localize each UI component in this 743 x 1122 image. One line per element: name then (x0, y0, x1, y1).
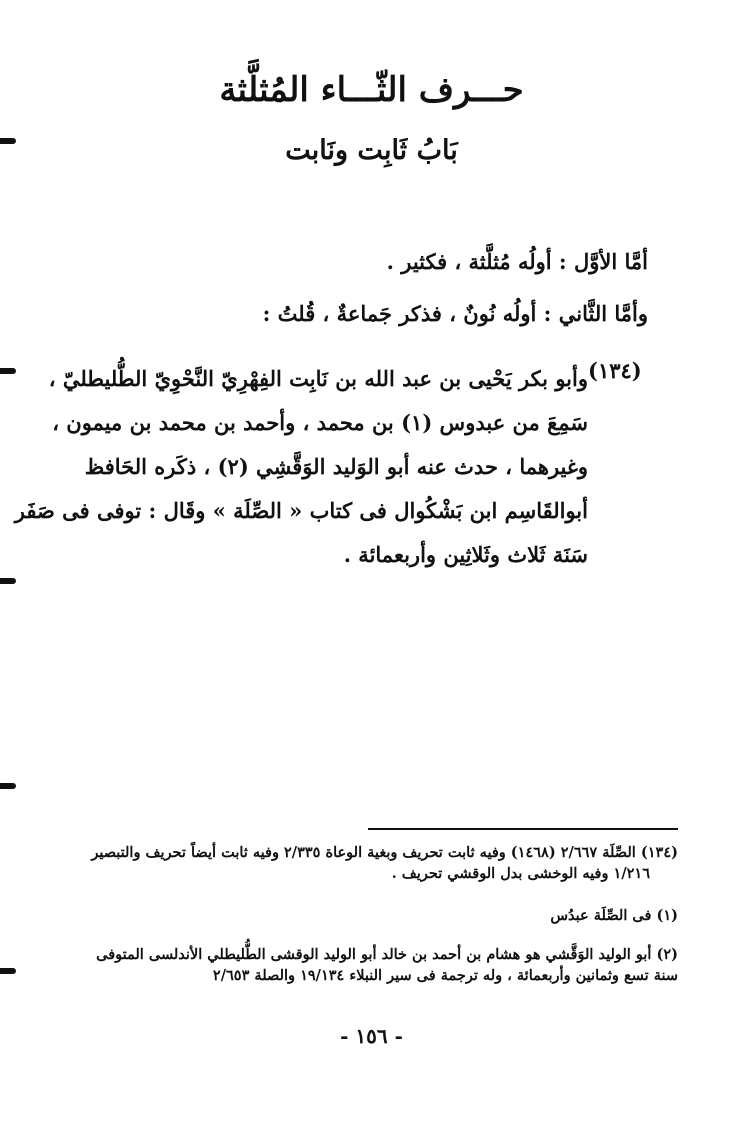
footnote-1 (58, 905, 678, 926)
page-number: - ١٥٦ - (340, 1024, 403, 1048)
footnote-134 (58, 842, 678, 884)
footnote-line: (٢) أبو الوليد الوَقَّشي هو هشام بن أحمد بن خالد أبو الوليد الوقشى الطُّليطلي الأندلسى المتوفى (96, 946, 678, 963)
footnote-line: (١) فى الصِّلَة عبدُس (550, 907, 678, 924)
entry-line: وأبو بكر يَحْيى بن عبد الله بن نَابِت الفِهْرِيّ النَّحْوِيّ الطُّليطليّ ، (48, 366, 588, 391)
entry-line: سَمِعَ من عبدوس (١) بن محمد ، وأحمد بن محمد بن ميمون ، (52, 410, 588, 435)
edge-mark (0, 578, 16, 584)
chapter-title: حـــرف الثّـــاء المُثلَّثة (219, 70, 524, 110)
footnote-line: ١/٢١٦ وفيه الوخشى بدل الوقشي تحريف . (391, 865, 650, 883)
section-title: بَابُ ثَابِت ونَابت (285, 135, 458, 166)
footnote-line: سنة تسع وثمانين وأربعمائة ، وله ترجمة فى سير النبلاء ١٩/١٣٤ والصلة ٢/٦٥٣ (212, 967, 678, 985)
footnote-divider (368, 828, 678, 830)
entry-134 (14, 357, 648, 577)
entry-line: أبوالقَاسِم ابن بَشْكُوال فى كتاب « الصِّلَة » وقَال : توفى فى صَفَر (14, 498, 588, 523)
entry-text (15, 357, 588, 577)
intro-second: وأمَّا الثَّاني : أولُه نُونٌ ، فذكر جَماعةٌ ، قُلتُ : (262, 301, 648, 326)
entry-number: (١٣٤) (588, 358, 642, 383)
edge-mark (0, 783, 16, 789)
footnote-2 (58, 944, 678, 986)
entry-line: سَنَة ثَلاث وثَلاثِين وأربعمائة . (343, 542, 588, 567)
edge-mark (0, 138, 16, 144)
edge-mark (0, 968, 16, 974)
edge-mark (0, 368, 16, 374)
footnote-line: (١٣٤) الصِّلَة ٢/٦٦٧ (١٤٦٨) وفيه ثابت تحريف وبغية الوعاة ٢/٣٣٥ وفيه ثابت أيضاً تحريف والتبصير (91, 844, 678, 861)
entry-line: وغيرهما ، حدث عنه أبو الوَليد الوَقَّشِي (٢) ، ذكَره الحَافظ (84, 454, 588, 479)
intro-first: أمَّا الأوَّل : أولُه مُثلَّثة ، فكثير . (386, 249, 648, 274)
